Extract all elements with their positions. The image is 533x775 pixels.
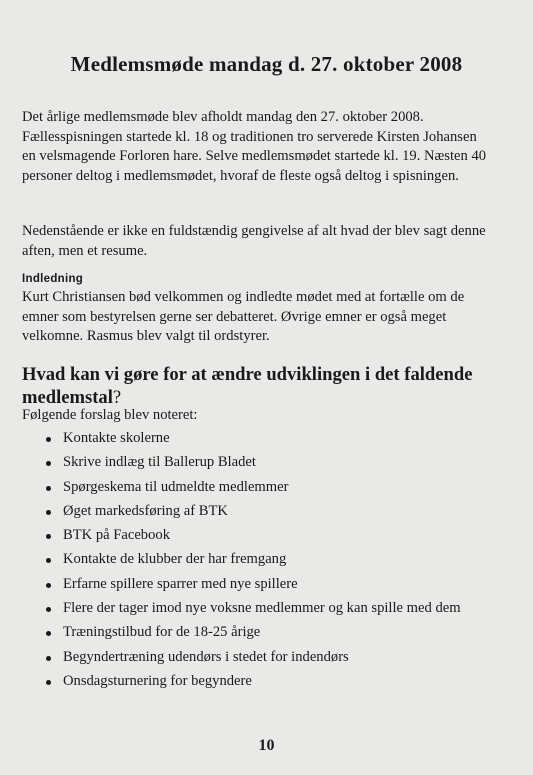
list-item: Spørgeskema til udmeldte medlemmer: [22, 478, 502, 498]
bullet-icon: [46, 583, 51, 588]
list-item: Flere der tager imod nye voksne medlemmer og kan spille med dem: [22, 599, 502, 619]
bullet-icon: [46, 607, 51, 612]
bullet-icon: [46, 486, 51, 491]
list-item: BTK på Facebook: [22, 526, 502, 546]
section-heading-text: Hvad kan vi gøre for at ændre udviklingen i det faldende medlemstal: [22, 364, 473, 408]
page-number: 10: [258, 737, 275, 754]
list-item: Skrive indlæg til Ballerup Bladet: [22, 453, 502, 473]
bullet-icon: [46, 558, 51, 563]
bullet-icon: [46, 656, 51, 661]
list-item: Øget markedsføring af BTK: [22, 502, 502, 522]
list-item: Onsdagsturnering for begyndere: [22, 672, 502, 692]
summary-note-paragraph: Nedenstående er ikke en fuldstændig gengivelse af alt hvad der blev sagt denne aften, men et resume.: [22, 223, 486, 259]
list-item: Træningstilbud for de 18-25 årige: [22, 623, 502, 643]
intro-paragraph: Det årlige medlemsmøde blev afholdt mandag den 27. oktober 2008. Fællesspisningen startede kl. 18 og traditionen tro serverede Kirsten Johansen en velsmagende Forloren hare. Selve medlemsmødet startede kl. 19. Næsten 40 personer deltog i medlemsmødet, hvoraf de fleste også deltog i spisningen.: [22, 109, 487, 184]
list-item: Kontakte skolerne: [22, 429, 502, 449]
opening-paragraph: Kurt Christiansen bød velkommen og indledte mødet med at fortælle om de emner som bestyrelsen gerne ser debatteret. Øvrige emner er også meget velkomne. Rasmus blev valgt til ordstyrer.: [22, 289, 465, 345]
list-intro: Følgende forslag blev noteret:: [22, 407, 198, 423]
bullet-icon: [46, 510, 51, 515]
bullet-icon: [46, 680, 51, 685]
bullet-icon: [46, 534, 51, 539]
section-heading-mark: ?: [112, 387, 122, 408]
page-title: Medlemsmøde mandag d. 27. oktober 2008: [70, 52, 463, 76]
section-heading: [22, 363, 502, 409]
bullet-icon: [46, 631, 51, 636]
list-item: Kontakte de klubber der har fremgang: [22, 550, 502, 570]
bullet-icon: [46, 461, 51, 466]
list-item: Begyndertræning udendørs i stedet for indendørs: [22, 648, 502, 668]
list-item: Erfarne spillere sparrer med nye spillere: [22, 575, 502, 595]
section-subheading: Indledning: [22, 273, 84, 285]
bullet-icon: [46, 437, 51, 442]
suggestion-list: [22, 429, 502, 696]
